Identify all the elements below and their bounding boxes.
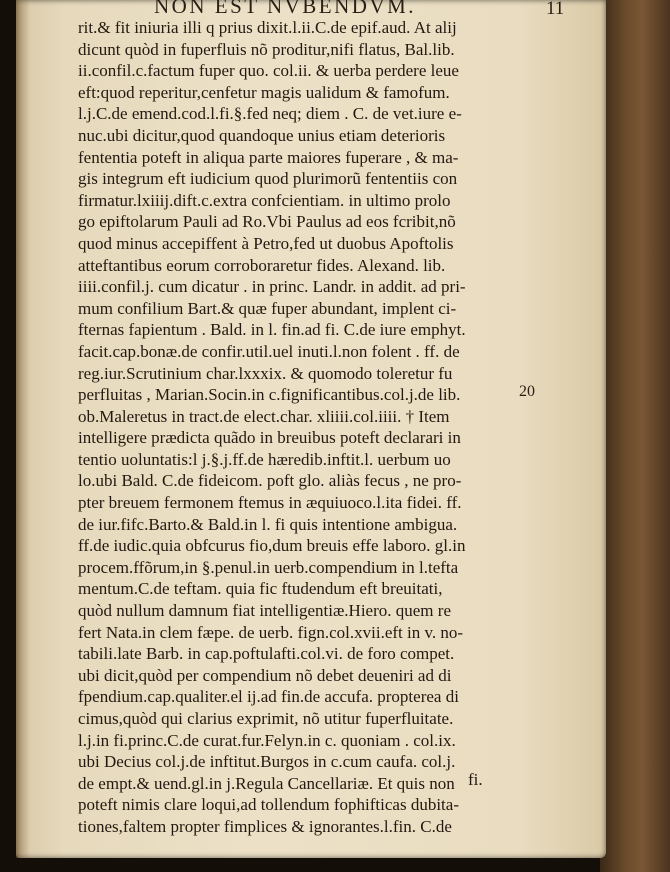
text-line: procem.ffõrum,in §.penul.in uerb.compendium in l.tefta <box>78 557 459 577</box>
text-line: iiii.confil.j. cum dicatur . in princ. Landr. in addit. ad pri- <box>78 277 466 297</box>
text-line: atteftantibus eorum corroboraretur fides. Alexand. lib. <box>78 255 446 275</box>
text-line: intelligere prædicta quãdo in breuibus poteft declarari in <box>78 428 461 448</box>
text-line: quòd nullum damnum fiat intelligentiæ.Hiero. quem re <box>78 601 451 621</box>
text-line: quod minus accepiffent à Petro,fed ut duobus Apoftolis <box>78 233 454 253</box>
text-line: mentum.C.de teftam. quia fic ftudendum eft breuitati, <box>78 579 443 599</box>
text-line: reg.iur.Scrutinium char.lxxxix. & quomodo toleretur fu <box>78 363 453 383</box>
text-line: mum confilium Bart.& quæ fuper abundant, implent ci- <box>78 298 457 318</box>
text-line: nuc.ubi dicitur,quod quandoque unius etiam deterioris <box>78 125 446 145</box>
text-line: tabili.late Barb. in cap.poftulafti.col.vi. de foro compet. <box>78 644 455 664</box>
text-line: eft:quod reperitur,cenfetur magis ualidum & famofum. <box>78 82 450 102</box>
page-gutter-shadow <box>16 0 30 858</box>
text-line: de empt.& uend.gl.in j.Regula Cancellariæ. Et quis non <box>78 773 455 793</box>
text-line: ubi Decius col.j.de inftitut.Burgos in c.cum caufa. col.j. <box>78 752 456 772</box>
text-line: ubi dicit,quòd per compendium nõ debet deueniri ad di <box>78 665 452 685</box>
text-line: de iur.fifc.Barto.& Bald.in l. fi quis intentione ambigua. <box>78 514 458 534</box>
text-line: ob.Maleretus in tract.de elect.char. xliiii.col.iiii. † Item <box>78 406 450 426</box>
text-block <box>78 17 498 838</box>
text-line: rit.& fit iniuria illi q prius dixit.l.ii.C.de epif.aud. At alij <box>78 18 457 37</box>
text-line: poteft nimis clare loqui,ad tollendum fophifticas dubita- <box>78 795 459 815</box>
running-head: NON EST NVBENDVM. <box>154 0 417 18</box>
text-line: lo.ubi Bald. C.de fideicom. poft glo. aliàs fecus , ne pro- <box>78 471 462 491</box>
book-binding <box>600 0 670 872</box>
text-line: l.j.C.de emend.cod.l.fi.§.fed neq; diem . C. de vet.iure e- <box>78 104 462 124</box>
folio-number: 11 <box>546 0 565 19</box>
text-line: l.j.in fi.princ.C.de curat.fur.Felyn.in c. quoniam . col.ix. <box>78 730 456 750</box>
text-line: pter breuem fermonem ftemus in æquiuoco.l.ita fidei. ff. <box>78 493 462 513</box>
text-line: tentio uoluntatis:l j.§.j.ff.de hæredib.inftit.l. uerbum uo <box>78 449 451 469</box>
text-line: perfluitas , Marian.Socin.in c.fignificantibus.col.j.de lib. <box>78 385 461 405</box>
text-line: dicunt quòd in fuperfluis nõ proditur,nifi flatus, Bal.lib. <box>78 39 455 59</box>
text-line: fert Nata.in clem fæpe. de uerb. fign.col.xvii.eft in v. no- <box>78 622 464 642</box>
text-line: fpendium.cap.qualiter.el ij.ad fin.de accufa. propterea di <box>78 687 459 707</box>
text-line: fternas fapientum . Bald. in l. fin.ad fi. C.de iure emphyt. <box>78 320 466 340</box>
text-line: facit.cap.bonæ.de confir.util.uel inuti.l.non folent . ff. de <box>78 341 460 361</box>
text-line: firmatur.lxiiij.dift.c.extra confcientiam. in ultimo prolo <box>78 190 451 210</box>
text-line: gis integrum eft iudicium quod plurimorũ fententiis con <box>78 169 458 189</box>
text-line: fententia poteft in aliqua parte maiores fuperare , & ma- <box>78 147 459 167</box>
text-line: go epiftolarum Pauli ad Ro.Vbi Paulus ad eos fcribit,nõ <box>78 212 456 232</box>
text-line: ff.de iudic.quia obfcurus fio,dum breuis effe laboro. gl.in <box>78 536 466 556</box>
catchword: fi. <box>468 770 483 789</box>
margin-note: 20 <box>519 383 535 400</box>
book-page <box>16 0 606 858</box>
text-line: ii.confil.c.factum fuper quo. col.ii. & uerba perdere leue <box>78 61 459 81</box>
text-line: cimus,quòd qui clarius exprimit, nõ utitur fuperfluitate. <box>78 709 454 728</box>
text-line: tiones,faltem propter fimplices & ignorantes.l.fin. C.de <box>78 816 452 836</box>
